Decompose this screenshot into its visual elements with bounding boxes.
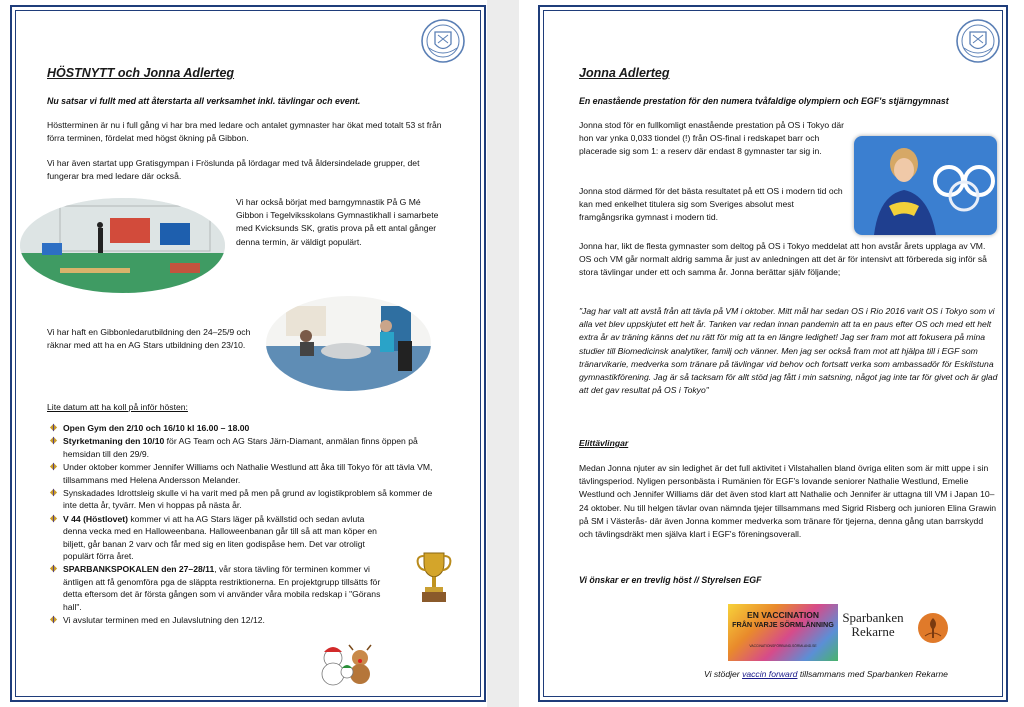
bullet-icon <box>49 462 58 471</box>
banner-line1: EN VACCINATION <box>747 610 819 620</box>
right-page <box>519 0 1024 707</box>
bullet-icon <box>49 514 58 523</box>
list-item: Synskadades Idrottsleig skulle vi ha varit med på men på grund av logistikproblem så kommer de inte detta år, tyvärr. Men vi hoppas på nästa år. <box>47 487 445 512</box>
paragraph: Höstterminen är nu i full gång vi har bra med ledare och antalet gymnaster har ökat med totalt 53 st från förra terminen, fördelat med högst ökning på Gibbon. <box>47 120 442 144</box>
page-title: HÖSTNYTT och Jonna Adlerteg <box>47 66 235 80</box>
banner-line2: FRÅN VARJE SÖRMLÄNNING <box>732 620 834 629</box>
paragraph: Jonna stod för en fullkomligt enastående prestation på OS i Tokyo där hon var ynka 0,033 tiondel (!) från OS-final i redskapet barr och placerade sig som 1: a reserv där endast 8 gymnaster tar sig in. <box>579 120 844 157</box>
page-gap <box>487 0 519 707</box>
quote-text: "Jag har valt att avstå från att tävla på VM i oktober. Mitt mål har sedan OS i Rio 2016 varit OS i Tokyo som vi alla vet blev uppskjutet ett helt år. Tanken var redan innan pandemin att ta en paus efter OS och med ett helt extra år av träning känns det nu rätt för mig att ta en längre ledighet! Jag ser fram mot att fokusera på mina studier till Biomedicinsk analytiker, familj och vänner. Men jag ser också fram mot att hjälpa till i EGF som tränarvikarie, medverka som tränare på tävlingar vid behov och fortsatt verka som ambassadör för Eskilstuna gymnastikförening. Jag är så tacksam för allt stöd jag fått i min satsning, något jag inte tar för givet och är glad att det gav resultat på OS i Tokyo" <box>579 306 998 396</box>
paragraph: Vi har också börjat med barngymnastik På G Mé Gibbon i Tegelviksskolans Gymnastikhall i samarbete med Kvicksunds SK, gratis prova på ett antal gånger denna termin, är väldigt populärt. <box>236 197 439 247</box>
list-item: Styrketmaning den 10/10 för AG Team och AG Stars Järn-Diamant, anmälan finns öppen på hemsidan till den 29/9. <box>47 435 445 460</box>
lead-text: En enastående prestation för den numera tvåfaldige olympiern och EGF's stjärngymnast <box>579 96 949 106</box>
paragraph: Medan Jonna njuter av sin ledighet är det full aktivitet i Vilstahallen bland övriga eliten som är mitt uppe i sin tävlingsperiod. Nyligen personbästa i Rumänien för EGF's lovande seniorer Nathalie Westlund, Emelie Westlund och Jennifer Williams där det även stod klart att Nathalie och Jennifer är uttagna till VM i Japan 10–24 oktober. Nu till helgen tävlar ovan nämnda tjejer tillsammans med Sigrid Risberg och junioren Elina Grawin på SM i Västerås- där även Jonna kommer medverka som tränare för tjejerna, denna gång utan barrskydd och tävlingsdräkt men själva klart i EGF's föreningsoverall. <box>579 463 997 540</box>
list-item: SPARBANKSPOKALEN den 27–28/11, vår stora tävling för terminen kommer vi äntligen att få genomföra pga de släppta restriktionerna. En projektgrupp tillsätts för detta eftersom det är första gången som vi använder våra mobila redskap i "Görans hall". <box>47 563 445 613</box>
paragraph: Jonna stod därmed för det bästa resultatet på ett OS i modern tid och kan med enkelhet titulera sig som Sveriges absolut mest framgångsrika gymnast i modern tid. <box>579 186 843 223</box>
vaccination-banner[interactable] <box>728 604 838 661</box>
bullet-icon <box>49 488 58 497</box>
paragraph: Vi har även startat upp Gratisgympan i Fröslunda på lördagar med två åldersindelade grupper, det fungerar bra med ledare där också. <box>47 158 420 182</box>
paragraph: Jonna har, likt de flesta gymnaster som deltog på OS i Tokyo meddelat att hon avstår årets upplaga av VM. OS och VM går normalt aldrig samma år just av anledningen att det är för intensivt att förbereda sig inför så stora tävlingar under ett och samma år. Jonna berättar själv följande; <box>579 241 987 278</box>
banner-small: VACCINATIONSFÖRBUND.SÖRMLAND.SE <box>749 644 817 648</box>
sponsor-name <box>840 611 906 639</box>
list-item: V 44 (Höstlovet) kommer vi att ha AG Stars läger på kvällstid och sedan avluta denna vecka med en Halloweenbana. Halloweenbanan går till så att man köper en biljett, går banan 2 varv och får med sig en liten godispåse hem. Det var otroligt populärt förra året. <box>47 513 445 563</box>
vaccin-forward-link[interactable]: vaccin forward <box>742 669 798 679</box>
left-page <box>0 0 487 707</box>
leader-training-photo <box>266 296 431 391</box>
list-item: Open Gym den 2/10 och 16/10 kl 16.00 – 18.00 <box>47 422 445 434</box>
page-title: Jonna Adlerteg <box>579 66 670 80</box>
trophy-icon <box>414 550 454 605</box>
sponsor-logo-icon <box>917 612 949 644</box>
bullet-icon <box>49 564 58 573</box>
gym-hall-photo <box>20 198 225 293</box>
club-logo-icon <box>955 18 1001 64</box>
paragraph: Vi har haft en Gibbonledarutbildning den 24–25/9 och räknar med att ha en AG Stars utbildning den 23/10. <box>47 327 251 351</box>
dates-heading: Lite datum att ha koll på inför hösten: <box>47 402 188 412</box>
athlete-photo <box>854 136 997 235</box>
greeting-text: Vi önskar er en trevlig höst // Styrelsen EGF <box>579 575 762 585</box>
sponsor-line2: Rekarne <box>851 624 895 639</box>
christmas-characters-icon <box>318 644 378 686</box>
footer-text: Vi stödjer vaccin forward tillsammans med Sparbanken Rekarne <box>704 669 948 679</box>
list-item: Under oktober kommer Jennifer Williams och Nathalie Westlund att åka till Tokyo för att tävla VM, tillsammans med Helena Andersson Melander. <box>47 461 445 486</box>
dates-list <box>47 422 445 628</box>
sponsor-line1: Sparbanken <box>842 610 904 625</box>
lead-text: Nu satsar vi fullt med att återstarta all verksamhet inkl. tävlingar och event. <box>47 96 361 106</box>
section-heading: Elittävlingar <box>579 438 629 448</box>
bullet-icon <box>49 436 58 445</box>
bullet-icon <box>49 615 58 624</box>
list-item: Vi avslutar terminen med en Julavslutning den 12/12. <box>47 614 445 626</box>
club-logo-icon <box>420 18 466 64</box>
bullet-icon <box>49 423 58 432</box>
